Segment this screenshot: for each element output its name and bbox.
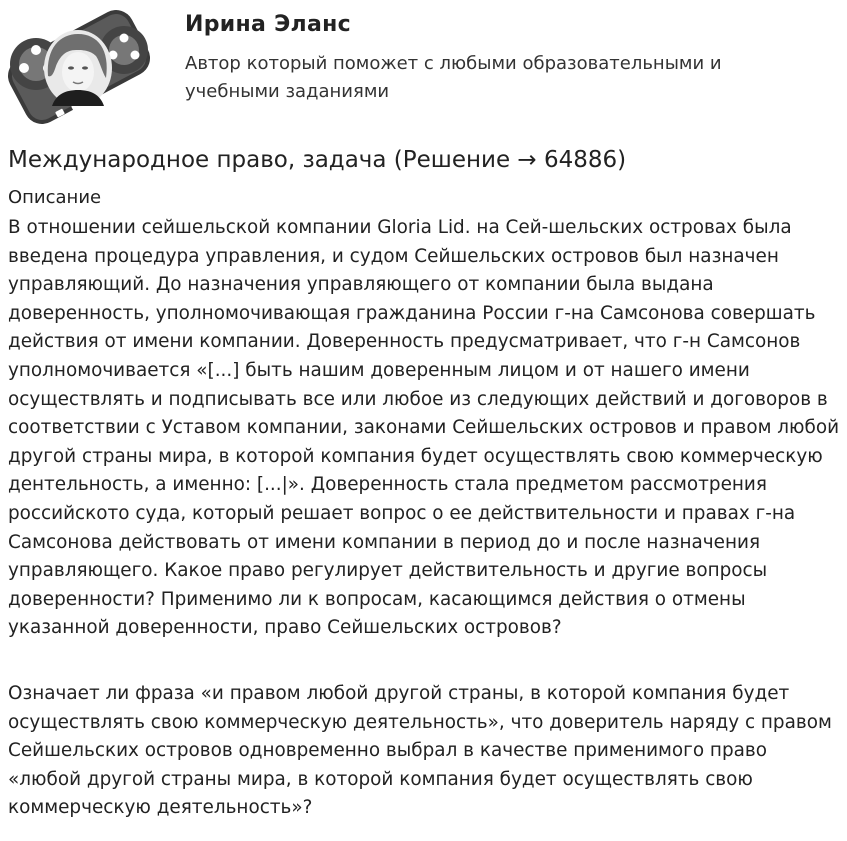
- author-header: [0, 0, 847, 135]
- author-name: Ирина Эланс: [185, 12, 351, 37]
- film-reel-avatar-icon: [6, 6, 152, 128]
- task-description-paragraph: В отношении сейшельской компании Gloria Lid. на Сей-шельских островах была введена процедура управления, и судом Сейшельских островов был назначен управляющий. До назначения управляющего от компании была выдана доверенность, уполномочивающая гражданина России г-на Самсонова совершать действия от имени компании. Доверенность предусматривает, что г-н Самсонов уполномочивается «[...] быть нашим доверенным лицом и от нашего имени осуществлять и подписывать все или любое из следующих действий и договоров в соответствии с Уставом компании, законами Сейшельских островов и правом любой другой страны мира, в которой компания будет осуществлять свою коммерческую дентельность, а именно: [...|». Доверенность стала предметом рассмотрения российското суда, который решает вопрос о ее действительности и правах г-на Самсонова действовать от имени компании в период до и после назначения управляющего. Какое право регулирует действительность и другие вопросы доверенности? Применимо ли к вопросам, касающимся действия о отмены указанной доверенности, право Сейшельских островов?: [8, 217, 840, 639]
- author-description: Автор который поможет с любыми образовательными и учебными заданиями: [185, 53, 722, 102]
- author-avatar: [6, 6, 152, 128]
- description-label: Описание: [8, 187, 102, 208]
- task-title: Международное право, задача (Решение → 64886): [8, 147, 627, 173]
- task-question-paragraph: Означает ли фраза «и правом любой другой страны, в которой компания будет осуществлять свою коммерческую деятельность», что доверитель наряду с правом Сейшельских островов одновременно выбрал в качестве применимого право «любой другой страны мира, в которой компания будет осуществлять свою коммерческую деятельность»?: [8, 683, 832, 819]
